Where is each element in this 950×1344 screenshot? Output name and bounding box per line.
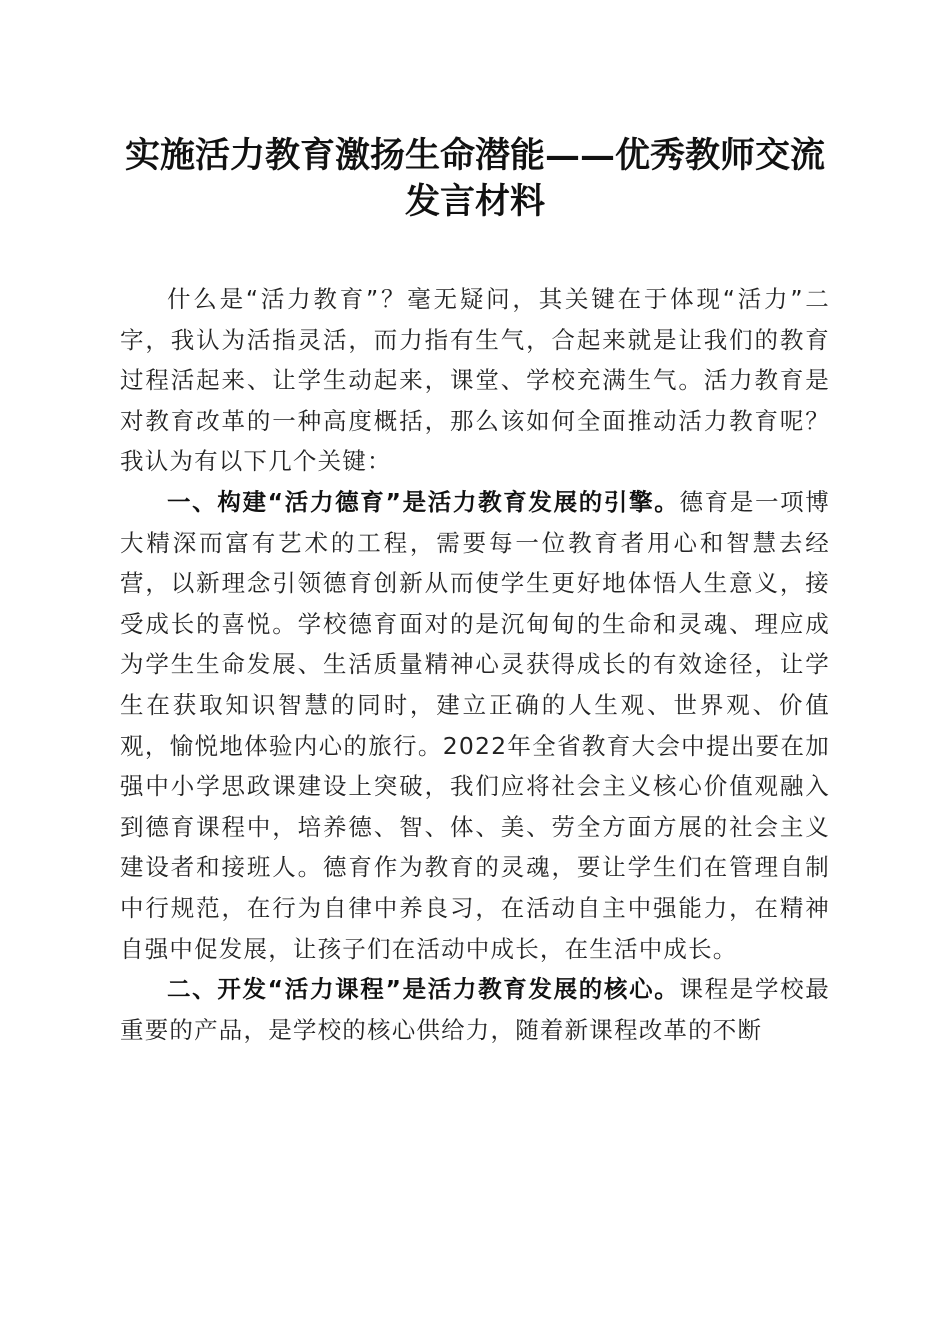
title-line-2: 发言材料	[404, 181, 545, 222]
paragraph-text: 课程是学校最重要的产品，是学校的核心供给力，随着新课程改革的不断	[120, 975, 830, 1044]
document-title	[100, 133, 850, 225]
paragraph-section-2	[120, 969, 830, 1050]
paragraph-text: 德育是一项博大精深而富有艺术的工程，需要每一位教育者用心和智慧去经营，以新理念引领德育创新从而使学生更好地体悟人生意义，接受成长的喜悦。学校德育面对的是沉甸甸的生命和灵魂、理应成为学生生命发展、生活质量精神心灵获得成长的有效途径，让学生在获取知识智慧的同时，建立正确的人生观、世界观、价值观，愉悦地体验内心的旅行。2022年全省教育大会中提出要在加强中小学思政课建设上突破，我们应将社会主义核心价值观融入到德育课程中，培养德、智、体、美、劳全方面方展的社会主义建设者和接班人。德育作为教育的灵魂，要让学生们在管理自制中行规范，在行为自律中养良习，在活动自主中强能力，在精神自强中促发展，让孩子们在活动中成长，在生活中成长。	[120, 487, 830, 963]
section-heading: 一、构建“活力德育”是活力教育发展的引擎。	[167, 487, 680, 516]
document-body	[120, 279, 830, 1050]
paragraph-intro	[120, 279, 830, 482]
section-heading: 二、开发“活力课程”是活力教育发展的核心。	[167, 975, 680, 1004]
paragraph-section-1	[120, 482, 830, 969]
title-line-1: 实施活力教育激扬生命潜能——优秀教师交流	[124, 135, 825, 176]
paragraph-text: 什么是“活力教育”？毫无疑问，其关键在于体现“活力”二字，我认为活指灵活，而力指有生气，合起来就是让我们的教育过程活起来、让学生动起来，课堂、学校充满生气。活力教育是对教育改革的一种高度概括，那么该如何全面推动活力教育呢？我认为有以下几个关键：	[120, 285, 830, 476]
